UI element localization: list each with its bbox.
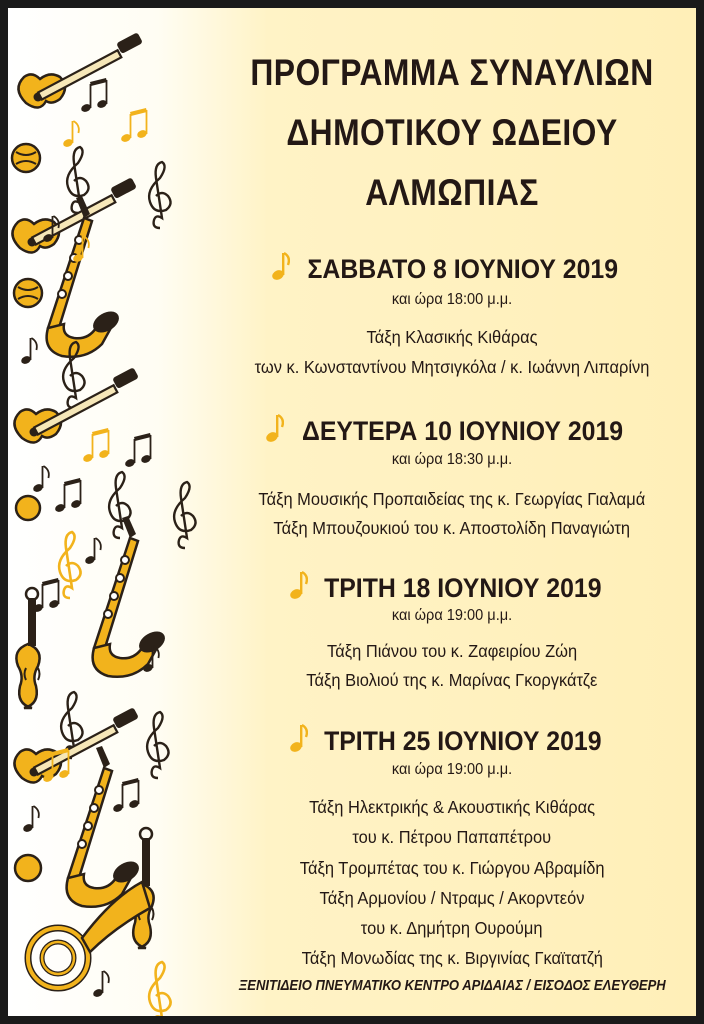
poster-title-line-1: ΠΡΟΓΡΑΜΜΑ ΣΥΝΑΥΛΙΩΝ [250, 52, 654, 93]
poster-title-line-3: ΑΛΜΩΠΙΑΣ [365, 172, 539, 213]
concert-1-line-2: των κ. Κωνσταντίνου Μητσιγκόλα / κ. Ιωάννη Λιπαρίνη [254, 357, 650, 377]
concert-3-time: και ώρα 19:00 μ.μ. [391, 607, 513, 624]
concert-3-line-1: Τάξη Πιάνου του κ. Ζαφειρίου Ζώη [326, 641, 578, 661]
concert-4-date-text: ΤΡΙΤΗ 25 ΙΟΥΝΙΟΥ 2019 [324, 726, 602, 756]
concert-4-date [208, 724, 696, 757]
concert-2-time: και ώρα 18:30 μ.μ. [391, 451, 513, 468]
concert-2-date-text: ΔΕΥΤΕΡΑ 10 ΙΟΥΝΙΟΥ 2019 [302, 416, 624, 446]
concert-3-date [208, 571, 696, 604]
music-note-icon [272, 252, 290, 280]
music-note-icon [266, 414, 284, 442]
venue-footer: ΞΕΝΙΤΙΔΕΙΟ ΠΝΕΥΜΑΤΙΚΟ ΚΕΝΤΡΟ ΑΡΙΔΑΙΑΣ / ΕΙΣΟΔΟΣ ΕΛΕΥΘΕΡΗ [238, 978, 666, 994]
poster [8, 8, 696, 1016]
music-note-icon [290, 571, 308, 599]
concert-1-date [208, 252, 696, 285]
program-content [208, 8, 696, 1016]
concert-4-time: και ώρα 19:00 μ.μ. [391, 761, 513, 778]
concert-4-line-2: του κ. Πέτρου Παπαπέτρου [352, 827, 552, 847]
concert-1-date-text: ΣΑΒΒΑΤΟ 8 ΙΟΥΝΙΟΥ 2019 [307, 254, 619, 284]
poster-title-line-2: ΔΗΜΟΤΙΚΟΥ ΩΔΕΙΟΥ [286, 112, 618, 153]
concert-4-line-4: Τάξη Αρμονίου / Ντραμς / Ακορντεόν [319, 888, 585, 908]
music-note-icon [290, 724, 308, 752]
concert-2-line-2: Τάξη Μπουζουκιού του κ. Αποστολίδη Παναγιώτη [273, 518, 631, 538]
concert-1-time: και ώρα 18:00 μ.μ. [391, 291, 513, 308]
concert-4-line-3: Τάξη Τρομπέτας του κ. Γιώργου Αβραμίδη [299, 858, 605, 878]
concert-1-line-1: Τάξη Κλασικής Κιθάρας [366, 327, 538, 347]
concert-3-date-text: ΤΡΙΤΗ 18 ΙΟΥΝΙΟΥ 2019 [324, 573, 602, 603]
concert-4-line-1: Τάξη Ηλεκτρικής & Ακουστικής Κιθάρας [309, 797, 595, 817]
concert-2-date [208, 414, 696, 447]
instruments-illustration [8, 8, 208, 1016]
concert-3-line-2: Τάξη Βιολιού της κ. Μαρίνας Γκοργκάτζε [306, 670, 598, 690]
concert-2-line-1: Τάξη Μουσικής Προπαιδείας της κ. Γεωργίας Γιαλαμά [258, 489, 646, 509]
concert-4-line-5: του κ. Δημήτρη Ουρούμη [361, 918, 543, 938]
concert-4-line-6: Τάξη Μονωδίας της κ. Βιργινίας Γκαϊτατζή [301, 948, 603, 968]
